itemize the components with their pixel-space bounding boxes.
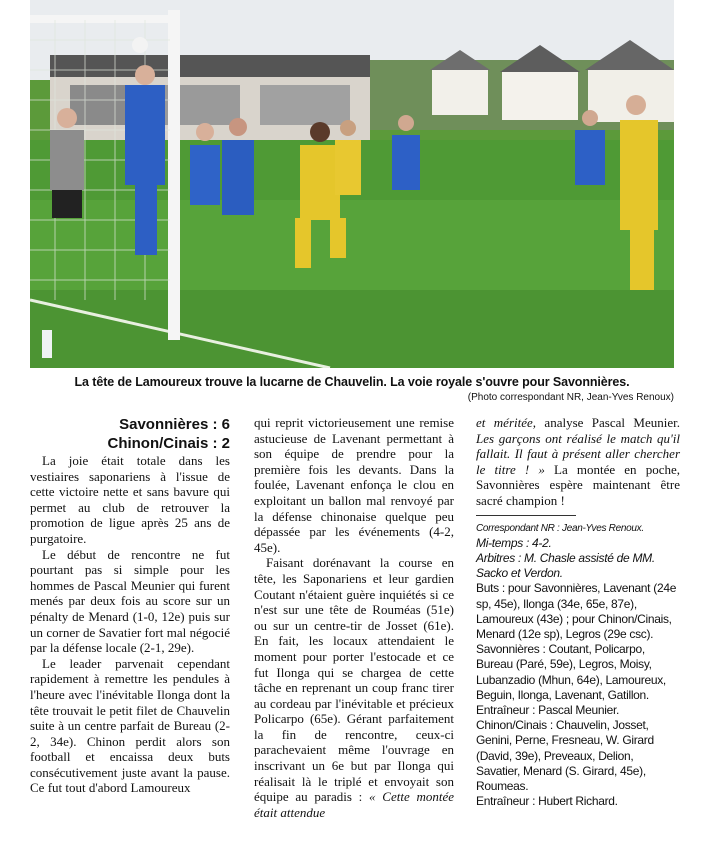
article-paragraph: Le leader parvenait cependant rapidement à remettre les pendules à l'heure avec l'inévitable Ilonga dont la tête trouvait le petit filet de Chauvelin suite à un centre parfait de Bureau (2-2, 34e). Chinon perdit alors son football et encaissa deux buts consécutivement juste avant la pause. Ce fut tout d'abord Lamoureux — [30, 655, 230, 796]
photo-credit: (Photo correspondant NR, Jean-Yves Renoux) — [467, 392, 674, 403]
article-text: Faisant dorénavant la course en tête, les Saponariens et leur gardien Coutant n'étaient guère inquiétés si ce n'est sur une tête de Rouméas (51e) ou sur un centre-tir de Josset (61e). En fait, les locaux attendaient le moment pour porter l'estocade et ce fut Ilonga qui se chargea de cette tâche en reprenant un coup franc tirer au cordeau par l'inévitable et précieux Policarpo (65e). Gérant parfaitement la fin de rencontre, ceux-ci parachevaient même l'ouvrage en inscrivant un 6e but par Ilonga qui réalisait là le triplé et envoyait son équipe au paradis : — [254, 555, 454, 805]
article-paragraph: qui reprit victorieusement une remise astucieuse de Lavenant permettant à son équipe de prendre pour la première fois les devants. Dans la foulée, Lavenant enfonça le clou en exploitant un ballon mal renvoyé par la défense chinonaise quelque peu dépassée par les événements (4-2, 45e). — [254, 415, 454, 555]
savonnieres-coach: Entraîneur : Pascal Meunier. — [476, 703, 620, 717]
chinon-lineup: Chinon/Cinais : Chauvelin, Josset, Genini, Perne, Fresneau, W. Girard (David, 39e), Preveaux, Delion, Savatier, Menard (S. Girard, 45e), Roumeas. — [476, 718, 654, 794]
article-text: La montée en poche, Savonnières espère maintenant être sacré champion ! — [476, 461, 680, 508]
quote-text: et méritée, — [476, 415, 537, 430]
article-column-2 — [254, 415, 454, 820]
headline — [30, 415, 230, 453]
football-match-photo-icon — [30, 0, 674, 368]
headline-score-savonnieres: Savonnières : 6 — [119, 416, 230, 433]
article-paragraph — [476, 415, 680, 509]
article-text: analyse Pascal Meunier. — [544, 415, 680, 430]
article-paragraph: Le début de rencontre ne fut pourtant pas si simple pour les hommes de Pascal Meunier qui furent menés par deux fois au score sur un pénalty de Menard (1-0, 12e) puis sur un corner de Savatier fort mal négocié par la défense locale (2-1, 29e). — [30, 546, 230, 656]
match-info — [476, 521, 680, 810]
divider — [476, 515, 576, 516]
article-column-1 — [30, 415, 230, 796]
quote-text: « Cette montée était attendue — [254, 789, 455, 820]
referees: Arbitres : M. Chasle assisté de MM. Sacko et Verdon. — [476, 550, 655, 581]
correspondent-credit: Correspondant NR : Jean-Yves Renoux. — [476, 522, 644, 534]
article-paragraph: La joie était totale dans les vestiaires saponariens à l'issue de cette victoire nette et sans bavure qui permet au club de retrouver la promotion de ligue après 25 ans de purgatoire. — [30, 453, 230, 546]
goals: Buts : pour Savonnières, Lavenant (24e sp, 45e), Ilonga (34e, 65e, 87e), Lamoureux (43e) ; pour Chinon/Cinais, Menard (12e sp), Legros (29e csc). — [476, 581, 677, 641]
match-photo — [30, 0, 674, 368]
savonnieres-lineup: Savonnières : Coutant, Policarpo, Bureau (Paré, 59e), Legros, Moisy, Lubanzadio (Mhun, 64e), Lamoureux, Beguin, Ilonga, Lavenant, Gatillon. — [476, 642, 666, 702]
halftime-score: Mi-temps : 4-2. — [476, 535, 552, 550]
headline-score-chinon: Chinon/Cinais : 2 — [107, 435, 230, 452]
article-column-3 — [476, 415, 680, 809]
photo-caption: La tête de Lamoureux trouve la lucarne de Chauvelin. La voie royale s'ouvre pour Savonnières. — [74, 375, 630, 389]
quote-text: Les garçons ont réalisé le match qu'il fallait. Il faut à présent aller chercher le titre ! » — [476, 430, 680, 477]
article-paragraph — [254, 555, 454, 820]
chinon-coach: Entraîneur : Hubert Richard. — [476, 794, 618, 809]
